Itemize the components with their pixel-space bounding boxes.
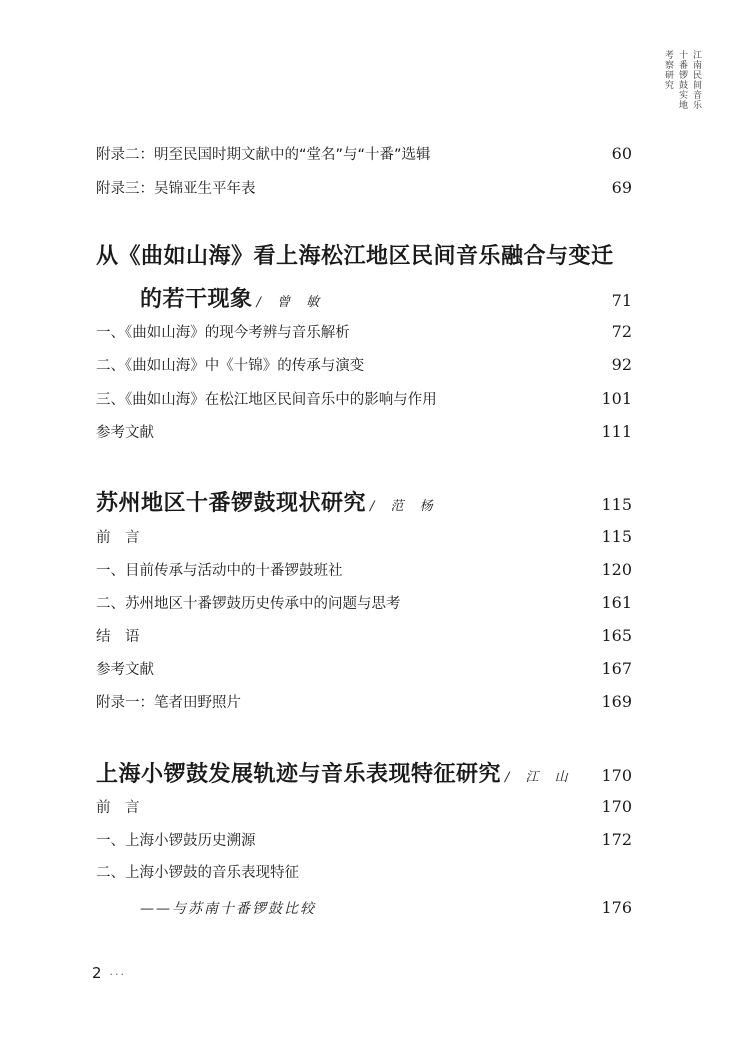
toc-entry[interactable]: [96, 355, 632, 376]
article-page: 170: [601, 766, 632, 785]
toc-entry-page: 165: [601, 626, 632, 645]
toc-entry-page: 176: [601, 898, 632, 917]
toc-entry[interactable]: [96, 593, 632, 614]
toc-entry[interactable]: [96, 560, 632, 581]
toc-entry[interactable]: [96, 527, 632, 548]
toc-entry-label: 二、《曲如山海》中《十锦》的传承与演变: [96, 358, 365, 374]
toc-entry-label: 结 语: [96, 629, 140, 645]
toc-entry-label: 前 言: [96, 530, 140, 546]
toc-entry-label: 一、上海小锣鼓历史溯源: [96, 833, 256, 849]
toc-entry-label: 一、目前传承与活动中的十番锣鼓班社: [96, 563, 343, 579]
toc-entry-page: 120: [601, 560, 632, 579]
toc-entry-page: 72: [611, 322, 632, 341]
toc-entry[interactable]: [96, 626, 632, 647]
toc-entry-label: 附录三：吴锦亚生平年表: [96, 181, 256, 197]
toc-entry-page: 69: [611, 178, 632, 197]
toc-entry[interactable]: [96, 389, 632, 410]
running-head-line: 考察研究: [663, 50, 673, 90]
article-author: / 江 山: [505, 770, 574, 785]
folio-dots: ···: [109, 968, 127, 981]
running-head: [651, 50, 701, 110]
toc-entry-label: 参考文献: [96, 425, 154, 441]
article-title: 上海小锣鼓发展轨迹与音乐表现特征研究: [96, 761, 502, 787]
toc-entry[interactable]: [96, 659, 632, 680]
toc-entry-page: 161: [601, 593, 632, 612]
toc-entry-page: 167: [601, 659, 632, 678]
toc-entry-page: 101: [601, 389, 632, 408]
article-page: 115: [601, 495, 632, 514]
toc-entry-page: 170: [601, 797, 632, 816]
toc-entry[interactable]: [96, 422, 632, 443]
toc-entry-label: 附录一：笔者田野照片: [96, 695, 241, 711]
page-folio: [92, 964, 126, 982]
article-title: 苏州地区十番锣鼓现状研究: [96, 490, 367, 516]
article-author: / 曾 敏: [256, 295, 326, 310]
toc-entry-label: ——与苏南十番锣鼓比较: [140, 901, 316, 917]
toc-entry[interactable]: [96, 692, 632, 713]
toc-entry-page: 169: [601, 692, 632, 711]
article-author: / 范 杨: [370, 499, 439, 514]
toc-entry-label: 附录二：明至民国时期文献中的“堂名”与“十番”选辑: [96, 147, 431, 163]
toc-entry[interactable]: [96, 144, 632, 165]
article-page: 71: [611, 291, 632, 310]
article-title-continued: 的若干现象: [140, 286, 253, 312]
toc-entry-subtitle[interactable]: [140, 898, 632, 919]
article-title-row[interactable]: [140, 282, 632, 313]
page-number: 2: [92, 964, 102, 982]
toc-entry-label: 二、苏州地区十番锣鼓历史传承中的问题与思考: [96, 596, 401, 612]
toc-entry[interactable]: [96, 797, 632, 818]
toc-entry-page: 111: [601, 422, 632, 441]
toc-entry[interactable]: [96, 830, 632, 851]
toc-entry-label: 参考文献: [96, 662, 154, 678]
toc-entry-label: 三、《曲如山海》在松江地区民间音乐中的影响与作用: [96, 392, 437, 408]
toc-entry-label: 二、上海小锣鼓的音乐表现特征: [96, 865, 299, 881]
article-title-row[interactable]: [96, 486, 632, 517]
article-title-row[interactable]: [96, 757, 632, 788]
toc-entry-label: 前 言: [96, 800, 140, 816]
running-head-line: 江南民间音乐: [691, 50, 701, 110]
toc-entry[interactable]: [96, 178, 632, 199]
toc-entry-page: 172: [601, 830, 632, 849]
toc-entry-label: 一、《曲如山海》的现今考辨与音乐解析: [96, 325, 350, 341]
toc-entry-page: 60: [611, 144, 632, 163]
toc-entry[interactable]: [96, 863, 632, 883]
article-title[interactable]: 从《曲如山海》看上海松江地区民间音乐融合与变迁: [96, 243, 614, 269]
toc-entry-page: 115: [601, 527, 632, 546]
toc-entry[interactable]: [96, 322, 632, 343]
running-head-line: 十番锣鼓实地: [677, 50, 687, 110]
toc-entry-page: 92: [611, 355, 632, 374]
